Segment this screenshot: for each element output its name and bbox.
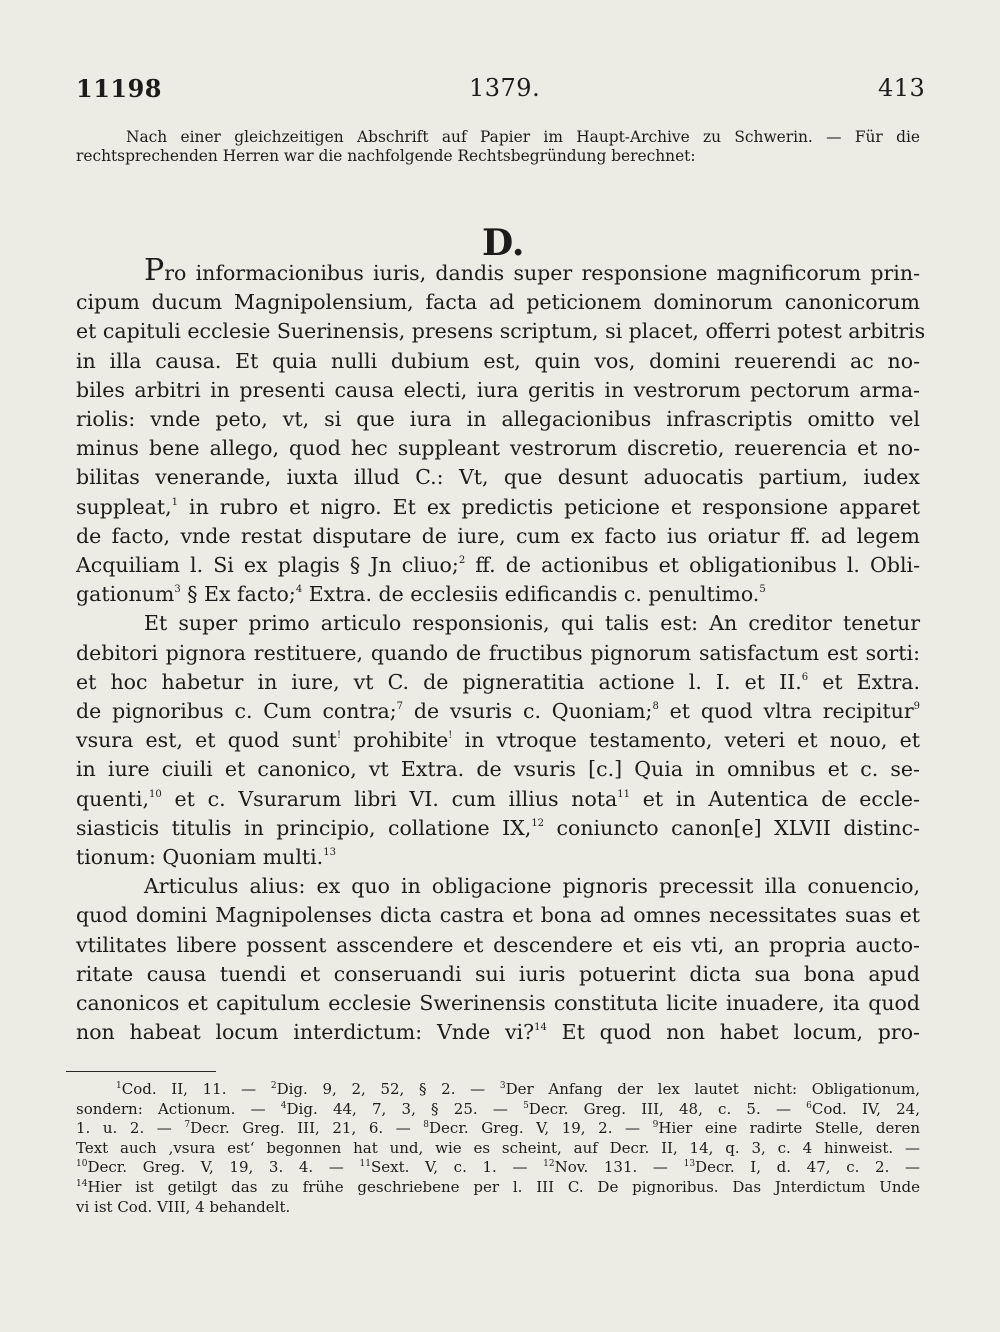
text-line: siasticis titulis in principio, collatione IX,$^{12}$ coniuncto canon[e] XLVII distinc- [76,815,920,840]
text-line: biles arbitri in presenti causa electi, iura geritis in vestrorum pectorum arma- [76,377,920,402]
text-line: quenti,$^{10}$ et c. Vsurarum libri VI. cum illius nota$^{11}$ et in Autentica de eccle- [76,786,920,811]
footnote-line: $^{14}$Hier ist getilgt das zu frühe geschriebene per l. III C. De pignoribus. Das Jnterdictum Unde [76,1177,920,1196]
source-note [76,128,920,166]
footnote-ref: 10 [148,788,162,800]
footnote-ref: 5 [759,584,766,596]
footnote-ref: 8 [652,701,659,713]
text-line: Et super primo articulo responsionis, qui talis est: An creditor tenetur [144,611,920,636]
text-line: tionum: Quoniam multi.$^{13}$ [76,845,336,870]
text-line: in iure ciuili et canonico, vt Extra. de vsuris [c.] Quia in omnibus et c. se- [76,757,920,782]
footnote-ref: 12 [531,817,545,829]
footnote-line: vi ist Cod. VIII, 4 behandelt. [76,1197,291,1216]
source-note-line: rechtsprechenden Herren war die nachfolgende Rechtsbegründung berechnet: [76,147,696,165]
footnote-ref: ! [336,730,341,742]
footnote-divider [66,1071,216,1072]
footnote-ref: 2 [458,555,466,567]
footnote-ref: 7 [396,701,404,713]
footnote-line: Text auch ‚vsura est‘ begonnen hat und, wie es scheint, auf Decr. II, 14, q. 3, c. 4 hinweist. — [76,1138,920,1157]
text-line: suppleat,$^1$ in rubro et nigro. Et ex predictis peticione et responsione apparet [76,494,920,519]
footnote-line: 1. u. 2. — $^7$Decr. Greg. III, 21, 6. — $^8$Decr. Greg. V, 19, 2. — $^9$Hier eine radirte Stelle, deren [76,1119,921,1138]
footnote-ref: 14 [534,1022,547,1034]
text-line: non habeat locum interdictum: Vnde vi?$^{14}$ Et quod non habet locum, pro- [76,1020,920,1045]
footnote-ref: 3 [174,584,181,596]
text-line: de pignoribus c. Cum contra;$^7$ de vsuris c. Quoniam;$^8$ et quod vltra recipitur$^9$ [76,699,920,724]
footnote-ref: 13 [323,847,336,859]
text-line: riolis: vnde peto, vt, si que iura in allegacionibus infrascriptis omitto vel [76,407,920,432]
text-line: quod domini Magnipolenses dicta castra et bona ad omnes necessitates suas et [76,903,920,928]
initial-letter: P [144,253,165,288]
footnote-ref: 6 [801,671,809,683]
text-line: cipum ducum Magnipolensium, facta ad peticionem dominorum canonicorum [76,290,920,315]
text-line: minus bene allego, quod hec suppleant vestrorum discretio, reuerencia et no- [76,436,920,461]
text-line: canonicos et capitulum ecclesie Swerinensis constituta licite inuadere, ita quod [76,991,920,1016]
footnote-ref: ! [448,730,453,742]
text-line: gationum$^3$ § Ex facto;$^4$ Extra. de ecclesiis edificandis c. penultimo.$^5$ [76,582,766,607]
text-line: et hoc habetur in iure, vt C. de pigneratitia actione l. I. et II.$^6$ et Extra. [76,669,920,694]
text-line: vsura est, et quod sunt! prohibite! in vtroque testamento, veteri et nouo, et [76,728,920,753]
year-heading: 1379. [469,74,541,102]
source-note-line: Nach einer gleichzeitigen Abschrift auf Papier im Haupt-Archive zu Schwerin. — Für die [126,128,920,146]
text-line: vtilitates libere possent asscendere et descendere et eis vti, an propria aucto- [76,932,920,957]
text-line: bilitas venerande, iuxta illud C.: Vt, que desunt aduocatis partium, iudex [76,465,920,490]
footnote-ref: 9 [913,701,920,713]
footnote-line: sondern: Actionum. — $^4$Dig. 44, 7, 3, § 25. — $^5$Decr. Greg. III, 48, c. 5. — $^6$Cod. IV, 24, [76,1099,920,1118]
footnote-line: $^{10}$Decr. Greg. V, 19, 3. 4. — $^{11}$Sext. V, c. 1. — $^{12}$Nov. 131. — $^{13}$Decr. I, d. 47, c. 2. — [76,1158,920,1177]
footnote-ref: 11 [617,788,630,800]
footnote-line: $^1$Cod. II, 11. — $^2$Dig. 9, 2, 52, § 2. — $^3$Der Anfang der lex lautet nicht: Obligationum, [116,1080,920,1098]
footnote-ref: 1 [171,496,179,508]
text-line: Articulus alius: ex quo in obligacione pignoris precessit illa conuencio, [144,874,920,899]
text-line: et capituli ecclesie Suerinensis, presens scriptum, si placet, offerri potest arbitris [76,319,926,344]
page-number: 413 [878,74,926,102]
text-line: in illa causa. Et quia nulli dubium est, quin vos, domini reuerendi ac no- [76,348,920,373]
text-line: debitori pignora restituere, quando de fructibus pignorum satisfactum est sorti: [76,640,920,665]
footnotes [76,1080,920,1217]
main-text [76,253,926,1047]
text-line: de facto, vnde restat disputare de iure, cum ex facto ius oriatur ff. ad legem [76,523,920,548]
footnote-ref: 4 [295,584,303,596]
section-letter: D. [482,222,525,264]
document-number: 11198 [76,74,162,103]
text-line: Acquiliam l. Si ex plagis § Jn cliuo;$^2$ ff. de actionibus et obligationibus l. Obli- [76,553,920,578]
text-line: ritate causa tuendi et conseruandi sui iuris potuerint dicta sua bona apud [76,961,920,986]
text-line: Pro informacionibus iuris, dandis super responsione magnificorum prin- [144,253,920,288]
